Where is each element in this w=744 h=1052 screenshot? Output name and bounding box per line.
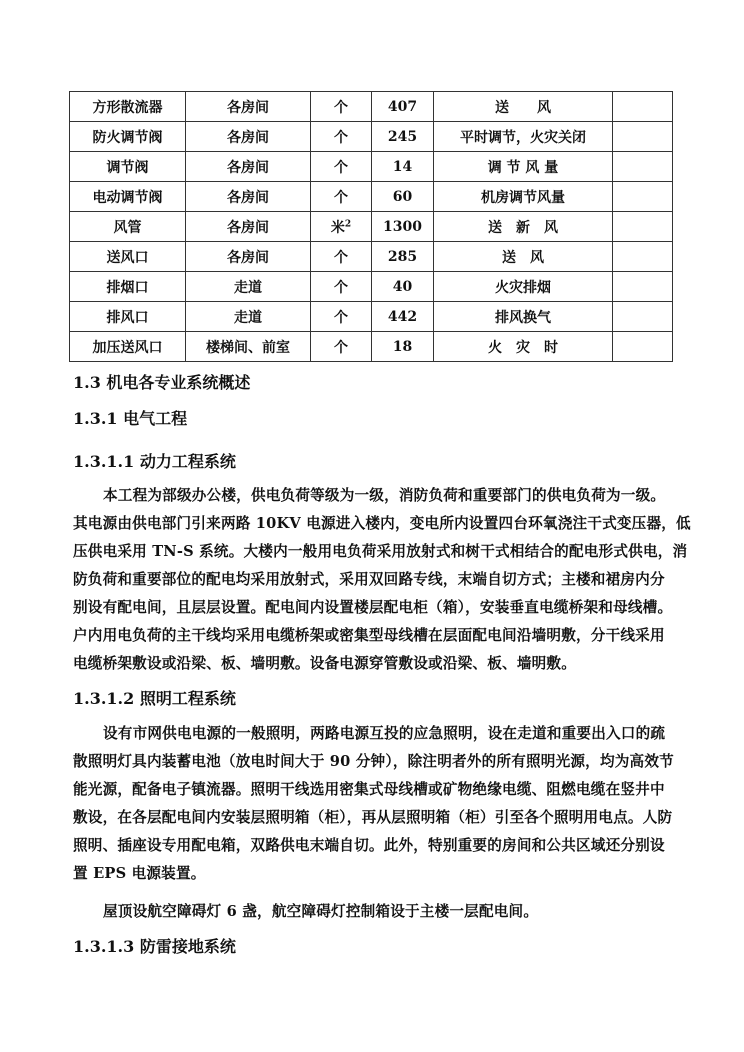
cell-text: 方形散流器 <box>92 99 163 116</box>
equipment-table <box>69 91 673 362</box>
table-cell <box>613 242 673 272</box>
table-cell <box>186 272 311 302</box>
heading-1-3-1-3: 1.3.1.3 防雷接地系统 <box>73 937 236 956</box>
paragraph-line: 置 EPS 电源装置。 <box>73 865 206 882</box>
table-cell <box>311 332 372 362</box>
cell-text: 风管 <box>113 219 142 236</box>
table-row <box>70 272 673 302</box>
table-cell <box>186 152 311 182</box>
table-cell <box>186 122 311 152</box>
cell-text: 个 <box>334 189 348 206</box>
paragraph-line: 电缆桥架敷设或沿梁、板、墙明敷。设备电源穿管敷设或沿梁、板、墙明敷。 <box>73 655 576 672</box>
table-row <box>70 92 673 122</box>
paragraph-line: 设有市网供电电源的一般照明，两路电源互投的应急照明，设在走道和重要出入口的疏 <box>103 725 666 742</box>
cell-text: 各房间 <box>227 249 269 266</box>
cell-text: 407 <box>387 98 418 115</box>
table-cell <box>434 272 613 302</box>
cell-text: 送 风 <box>502 249 544 266</box>
paragraph-line: 散照明灯具内装蓄电池（放电时间大于 90 分钟），除注明者外的所有照明光源，均为高效节 <box>73 753 674 770</box>
cell-text: 245 <box>387 128 418 145</box>
table-cell <box>186 242 311 272</box>
table-cell <box>434 302 613 332</box>
cell-text: 个 <box>334 99 348 116</box>
cell-text: 个 <box>334 339 348 356</box>
table-row <box>70 182 673 212</box>
table-cell <box>70 242 186 272</box>
table-cell <box>434 152 613 182</box>
cell-text: 楼梯间、前室 <box>206 339 290 356</box>
table-cell <box>434 122 613 152</box>
table-cell <box>311 182 372 212</box>
table-cell <box>70 272 186 302</box>
table-cell <box>613 302 673 332</box>
table-cell <box>613 272 673 302</box>
cell-text: 排风换气 <box>495 309 551 326</box>
table-cell <box>434 92 613 122</box>
table-cell <box>372 212 434 242</box>
cell-text: 送 风 <box>495 99 551 116</box>
cell-text: 个 <box>334 129 348 146</box>
table-cell <box>186 212 311 242</box>
table-cell <box>434 332 613 362</box>
table-row <box>70 212 673 242</box>
paragraph-line: 防负荷和重要部位的配电均采用放射式，采用双回路专线，末端自切方式；主楼和裙房内分 <box>73 571 665 588</box>
table-cell <box>311 152 372 182</box>
table-cell <box>613 212 673 242</box>
cell-text: 调 节 风 量 <box>487 159 559 176</box>
paragraph-line: 能光源，配备电子镇流器。照明干线选用密集式母线槽或矿物绝缘电缆、阻燃电缆在竖井中 <box>73 781 665 798</box>
cell-text: 个 <box>334 309 348 326</box>
cell-text: 电动调节阀 <box>92 189 163 206</box>
heading-1-3-1-2: 1.3.1.2 照明工程系统 <box>73 689 236 708</box>
table-cell <box>372 152 434 182</box>
table-cell <box>311 242 372 272</box>
cell-text: 火灾排烟 <box>495 279 551 296</box>
cell-text: 平时调节，火灾关闭 <box>460 129 586 146</box>
cell-text: 机房调节风量 <box>481 189 565 206</box>
cell-text: 走道 <box>234 279 262 296</box>
table-cell <box>372 302 434 332</box>
cell-text: 加压送风口 <box>92 339 163 356</box>
table-cell <box>70 182 186 212</box>
paragraph-line: 其电源由供电部门引来两路 10KV 电源进入楼内，变电所内设置四台环氧浇注干式变压器，低 <box>73 515 691 532</box>
heading-1-3: 1.3 机电各专业系统概述 <box>73 373 251 392</box>
paragraph-line: 户内用电负荷的主干线均采用电缆桥架或密集型母线槽在层面配电间沿墙明敷，分干线采用 <box>73 627 665 644</box>
cell-text: 14 <box>392 158 413 175</box>
paragraph-line: 照明、插座设专用配电箱，双路供电末端自切。此外，特别重要的房间和公共区域还分别设 <box>73 837 665 854</box>
cell-text: 送 新 风 <box>488 219 558 236</box>
table-cell <box>434 242 613 272</box>
cell-text: 各房间 <box>227 219 269 236</box>
heading-1-3-1: 1.3.1 电气工程 <box>73 409 188 428</box>
table-cell <box>372 332 434 362</box>
table-cell <box>613 92 673 122</box>
table-cell <box>186 302 311 332</box>
table-cell <box>372 182 434 212</box>
table-cell <box>70 152 186 182</box>
table-cell <box>372 122 434 152</box>
cell-text: 走道 <box>234 309 262 326</box>
table-cell <box>186 332 311 362</box>
table-cell <box>613 122 673 152</box>
paragraph-line: 本工程为部级办公楼，供电负荷等级为一级，消防负荷和重要部门的供电负荷为一级。 <box>103 487 666 504</box>
cell-text: 个 <box>334 249 348 266</box>
table-row <box>70 152 673 182</box>
heading-1-3-1-1: 1.3.1.1 动力工程系统 <box>73 452 236 471</box>
cell-text: 火 灾 时 <box>488 339 558 356</box>
table-cell <box>70 212 186 242</box>
table-cell <box>372 92 434 122</box>
table-cell <box>311 302 372 332</box>
table-cell <box>434 182 613 212</box>
table-cell <box>186 92 311 122</box>
cell-text: 米 <box>330 219 345 236</box>
table-row <box>70 332 673 362</box>
cell-text: 各房间 <box>227 99 269 116</box>
table-cell <box>372 242 434 272</box>
cell-text: 442 <box>387 308 418 325</box>
table-cell <box>70 92 186 122</box>
table-cell <box>613 332 673 362</box>
table-cell <box>311 272 372 302</box>
cell-text: 送风口 <box>106 249 149 266</box>
table-cell <box>70 332 186 362</box>
table-cell <box>70 302 186 332</box>
table-cell <box>613 182 673 212</box>
table-cell <box>311 212 372 242</box>
cell-text: 个 <box>334 279 348 296</box>
cell-text: 285 <box>387 248 418 265</box>
paragraph-aviation-lights: 屋顶设航空障碍灯 6 盏，航空障碍灯控制箱设于主楼一层配电间。 <box>103 903 539 920</box>
cell-text: 40 <box>392 278 413 295</box>
cell-text: 防火调节阀 <box>92 129 163 146</box>
paragraph-line: 别设有配电间，且层层设置。配电间内设置楼层配电柜（箱），安装垂直电缆桥架和母线槽。 <box>73 599 673 616</box>
cell-text: 各房间 <box>227 129 269 146</box>
cell-text: 1300 <box>383 218 422 235</box>
table-cell <box>311 92 372 122</box>
superscript: 2 <box>344 218 352 229</box>
cell-text: 排烟口 <box>106 279 149 296</box>
cell-text: 调节阀 <box>106 159 149 176</box>
table-row <box>70 122 673 152</box>
cell-text: 各房间 <box>227 159 269 176</box>
table-cell <box>311 122 372 152</box>
cell-text: 个 <box>334 159 348 176</box>
cell-text: 18 <box>392 338 413 355</box>
table-row <box>70 242 673 272</box>
table-cell <box>372 272 434 302</box>
cell-text: 60 <box>392 188 413 205</box>
cell-text: 排风口 <box>106 309 149 326</box>
table-cell <box>434 212 613 242</box>
paragraph-line: 敷设，在各层配电间内安装层照明箱（柜），再从层照明箱（柜）引至各个照明用电点。人防 <box>73 809 673 826</box>
table-cell <box>613 152 673 182</box>
table-cell <box>70 122 186 152</box>
table-row <box>70 302 673 332</box>
cell-text: 各房间 <box>227 189 269 206</box>
table-cell <box>186 182 311 212</box>
paragraph-line: 压供电采用 TN-S 系统。大楼内一般用电负荷采用放射式和树干式相结合的配电形式供电，消 <box>73 543 688 560</box>
